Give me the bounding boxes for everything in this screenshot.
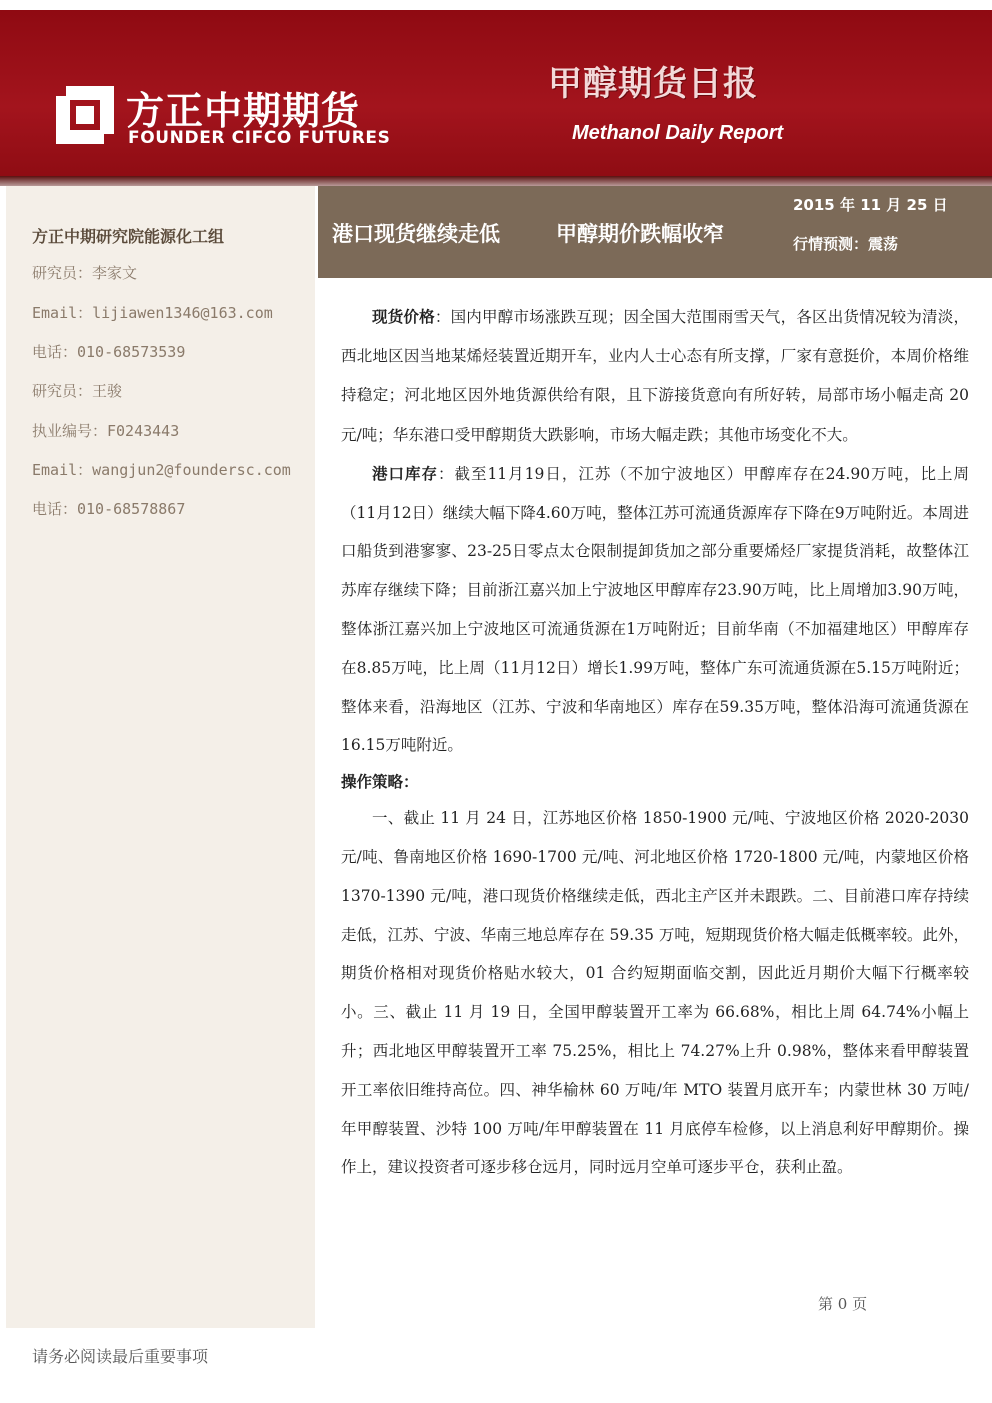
report-date: 2015 年 11 月 25 日 xyxy=(793,196,948,214)
company-name-cn: 方正中期期货 xyxy=(126,89,361,133)
headline-title-1: 港口现货继续走低 xyxy=(332,222,500,246)
port-inventory-label: 港口库存 xyxy=(372,464,438,483)
analyst-1-email: Email：lijiawen1346@163.com xyxy=(32,304,273,322)
analyst-2-license: 执业编号：F0243443 xyxy=(32,422,180,440)
report-subtitle: Methanol Daily Report xyxy=(572,122,784,144)
company-logo-icon xyxy=(56,86,114,144)
analyst-2-email: Email：wangjun2@foundersc.com xyxy=(32,461,291,479)
market-forecast: 行情预测：震荡 xyxy=(793,235,899,253)
port-inventory-text: ：截至11月19日，江苏（不加宁波地区）甲醇库存在24.90万吨，比上周（11月12日）继续大幅下降4.60万吨，整体江苏可流通货源库存下降在9万吨附近。本周进口船货到港寥寥、23-25日零点太仓限制提卸货加之部分重要烯烃厂家提货消耗，故整体江苏库存继续下降；目前浙江嘉兴加上宁波地区甲醇库存23.90万吨，比上周增加3.90万吨，整体浙江嘉兴加上宁波地区可流通货源在1万吨附近；目前华南（不加福建地区）甲醇库存在8.85万吨，比上周（11月12日）增长1.99万吨，整体广东可流通货源在5.15万吨附近；整体来看，沿海地区（江苏、宁波和华南地区）库存在59.35万吨，整体沿海可流通货源在16.15万吨附近。 xyxy=(341,464,969,755)
analyst-2-phone: 电话：010-68578867 xyxy=(32,500,186,518)
analyst-1-phone: 电话：010-68573539 xyxy=(32,343,186,361)
strategy-paragraph: 一、截止 11 月 24 日，江苏地区价格 1850-1900 元/吨、宁波地区价格 2020-2030 元/吨、鲁南地区价格 1690-1700 元/吨、河北地区价格 1720-1800 元/吨，内蒙地区价格 1370-1390 元/吨，港口现货价格继续走低，西北主产区并未跟跌。二、目前港口库存持续走低，江苏、宁波、华南三地总库存在 59.35 万吨，短期现货价格大幅走低概率较。此外，期货价格相对现货价格贴水较大，01 合约短期面临交割，因此近月期价大幅下行概率较小。三、截止 11 月 19 日，全国甲醇装置开工率为 66.68%，相比上周 64.74%小幅上升；西北地区甲醇装置开工率 75.25%，相比上 74.27%上升 0.98%，整体来看甲醇装置开工率依旧维持高位。四、神华榆林 60 万吨/年 MTO 装置月底开车；内蒙世林 30 万吨/年甲醇装置、沙特 100 万吨/年甲醇装置在 11 月底停车检修，以上消息利好甲醇期价。操作上，建议投资者可逐步移仓远月，同时远月空单可逐步平仓，获利止盈。 xyxy=(341,809,969,1177)
spot-price-label: 现货价格 xyxy=(372,308,435,326)
page-number: 第 0 页 xyxy=(818,1295,868,1313)
header-banner-shadow xyxy=(0,176,992,186)
report-body xyxy=(341,298,969,1187)
strategy-heading: 操作策略： xyxy=(341,773,419,792)
headline-title-2: 甲醇期价跌幅收窄 xyxy=(556,222,724,246)
analyst-1-name: 研究员：李家文 xyxy=(32,264,138,282)
footer-disclaimer-note: 请务必阅读最后重要事项 xyxy=(32,1347,209,1366)
port-inventory-paragraph xyxy=(341,455,969,765)
spot-price-paragraph xyxy=(341,298,969,455)
spot-price-text: ：国内甲醇市场涨跌互现；因全国大范围雨雪天气，各区出货情况较为清淡，西北地区因当地某烯烃装置近期开车，业内人士心态有所支撑，厂家有意挺价，本周价格维持稳定；河北地区因外地货源供给有限，且下游接货意向有所好转，局部市场小幅走高 20 元/吨；华东港口受甲醇期货大跌影响，市场大幅走跌；其他市场变化不大。 xyxy=(341,308,969,444)
report-title: 甲醇期货日报 xyxy=(548,64,758,104)
research-group-name: 方正中期研究院能源化工组 xyxy=(32,227,225,246)
company-name-en: FOUNDER CIFCO FUTURES xyxy=(128,128,391,148)
analyst-2-name: 研究员：王骏 xyxy=(32,382,123,400)
